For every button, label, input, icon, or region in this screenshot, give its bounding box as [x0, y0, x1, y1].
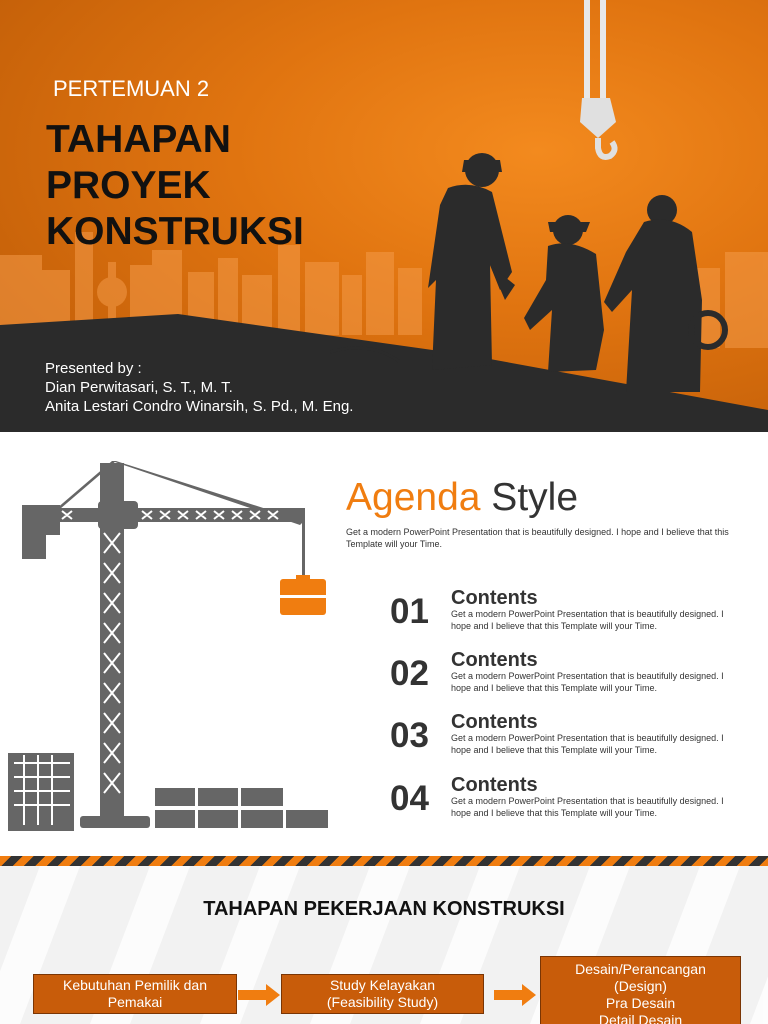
flow-step-line: Desain/Perancangan: [575, 961, 706, 977]
agenda-item-heading: Contents: [451, 587, 538, 609]
agenda-item-number: 02: [390, 654, 429, 693]
agenda-item-text: Get a modern PowerPoint Presentation that is beautifully designed. I hope and I believe that this Template will your Time.: [451, 671, 724, 693]
agenda-item-text: Get a modern PowerPoint Presentation that is beautifully designed. I hope and I believe that this Template will your Time.: [451, 733, 724, 755]
agenda-item-heading: Contents: [451, 774, 538, 796]
title-line: KONSTRUKSI: [46, 210, 304, 253]
agenda-item: [390, 774, 750, 826]
title-line: PROYEK: [46, 164, 211, 207]
agenda-item: [390, 587, 750, 639]
agenda-title: [346, 476, 578, 520]
tower-crane-illustration: [0, 433, 340, 856]
flow-step-line: (Design): [614, 978, 667, 994]
crane-hook-icon: [580, 0, 616, 157]
flow-step-line: Pemakai: [107, 994, 163, 1010]
crane-load-icon: [280, 575, 326, 615]
flow-step-line: Kebutuhan Pemilik dan: [63, 977, 207, 993]
presenter-name: Anita Lestari Condro Winarsih, S. Pd., M. Eng.: [45, 398, 354, 415]
agenda-description: Get a modern PowerPoint Presentation that is beautifully designed. I hope and I believe that this Template will your Time.: [346, 527, 729, 549]
agenda-item-number: 01: [390, 592, 429, 631]
agenda-item-number: 04: [390, 779, 429, 818]
presenter-name: Dian Perwitasari, S. T., M. T.: [45, 379, 233, 396]
meeting-subtitle: PERTEMUAN 2: [53, 76, 210, 101]
title-line: TAHAPAN: [46, 118, 231, 161]
flow-step: [281, 974, 484, 1014]
arrow-right-icon: [238, 984, 280, 1006]
agenda-item: [390, 649, 750, 701]
title-slide: [0, 0, 768, 432]
stages-title: TAHAPAN PEKERJAAN KONSTRUKSI: [203, 898, 565, 920]
agenda-item-number: 03: [390, 716, 429, 755]
flow-step-line: Study Kelayakan: [329, 977, 436, 993]
flow-step: [33, 974, 237, 1014]
presentation-title: [46, 117, 304, 255]
flow-step-line: Pra Desain: [605, 995, 676, 1011]
agenda-title-rest: Style: [480, 476, 579, 519]
agenda-item-heading: Contents: [451, 711, 538, 733]
agenda-item: [390, 711, 750, 763]
agenda-item-text: Get a modern PowerPoint Presentation that is beautifully designed. I hope and I believe that this Template will your Time.: [451, 609, 724, 631]
presented-by-label: Presented by :: [45, 360, 142, 377]
agenda-item-heading: Contents: [451, 649, 538, 671]
agenda-item-text: Get a modern PowerPoint Presentation that is beautifully designed. I hope and I believe that this Template will your Time.: [451, 796, 724, 818]
crane-lattice: [14, 511, 278, 825]
stages-slide: [0, 856, 768, 1024]
hazard-stripe: [0, 856, 768, 866]
arrow-right-icon: [494, 984, 536, 1006]
flow-step: [540, 956, 741, 1024]
presenters-block: [45, 359, 353, 416]
flow-step-line: Detail Desain: [598, 1012, 683, 1024]
agenda-title-highlight: Agenda: [346, 476, 481, 519]
flow-step-line: (Feasibility Study): [326, 994, 439, 1010]
